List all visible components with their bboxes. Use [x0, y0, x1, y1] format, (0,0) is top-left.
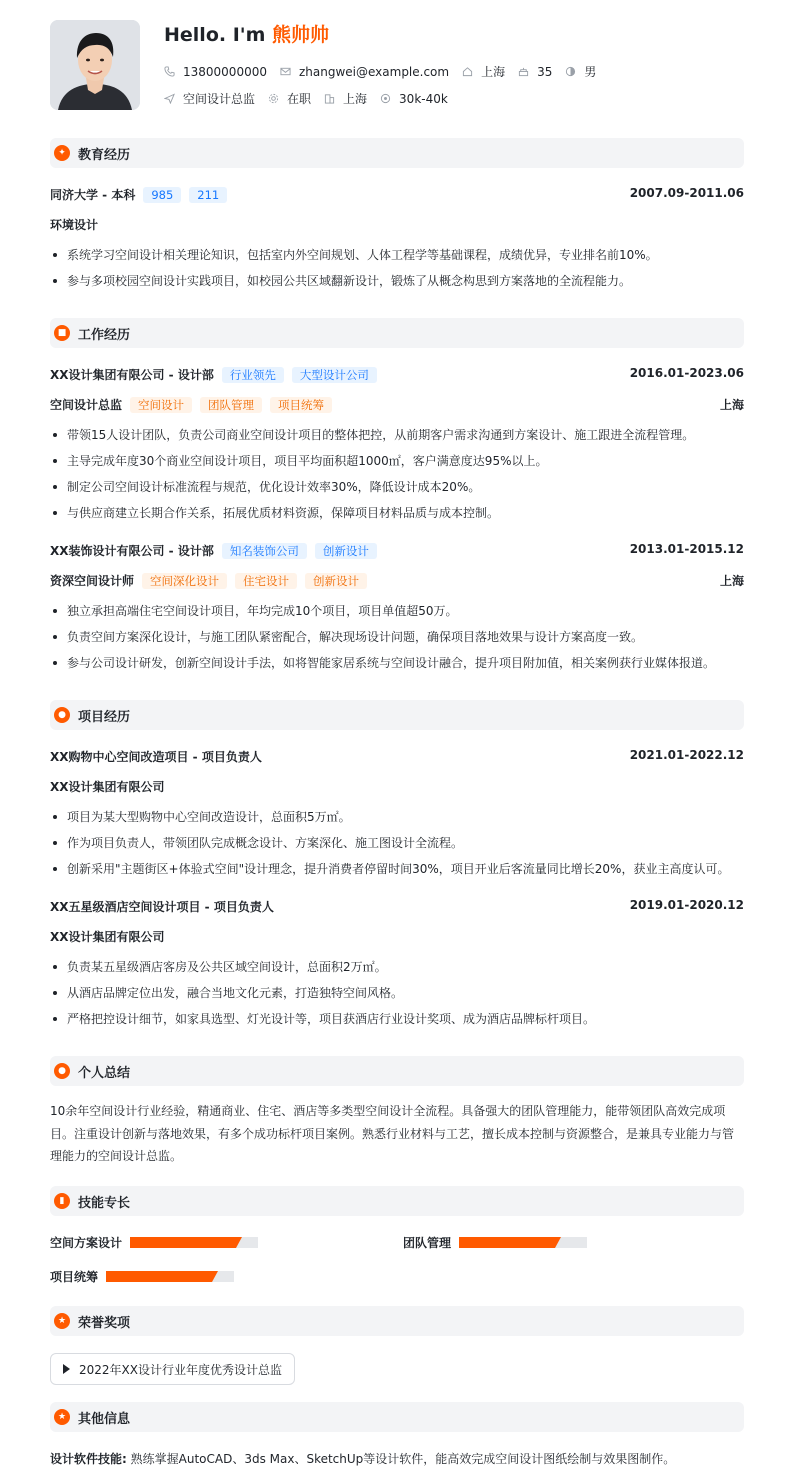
skill-item: [50, 1268, 234, 1285]
list-item: 独立承担高端住宅空间设计项目，年均完成10个项目，项目单值超50万。: [50, 602, 744, 628]
gender-icon: [565, 66, 576, 77]
salary-text: 30k-40k: [399, 91, 448, 106]
project-bullets: [50, 808, 744, 886]
list-item: 严格把控设计细节，如家具选型、灯光设计等，项目获酒店行业设计奖项、成为酒店品牌标杆项目。: [50, 1010, 744, 1036]
list-item: 与供应商建立长期合作关系，拓展优质材料资源，保障项目材料品质与成本控制。: [50, 504, 744, 530]
skill-name: 空间方案设计: [50, 1236, 123, 1250]
location-text: 上海: [481, 65, 506, 79]
project-period: 2019.01-2020.12: [629, 898, 744, 912]
project-period: 2021.01-2022.12: [629, 748, 744, 762]
role-tag: 创新设计: [305, 573, 367, 589]
building-icon: [324, 93, 335, 104]
project-company: XX设计集团有限公司: [50, 930, 165, 944]
list-item: 带领15人设计团队，负责公司商业空间设计项目的整体把控，从前期客户需求沟通到方案设计、施工跟进全流程管理。: [50, 426, 744, 452]
skill-bar: [459, 1237, 587, 1248]
award-icon: ★: [54, 1313, 70, 1329]
gear-icon: [268, 93, 279, 104]
project-title-row: [50, 748, 744, 766]
company-tag: 行业领先: [222, 367, 284, 383]
project-icon: ●: [54, 707, 70, 723]
home-icon: [462, 66, 473, 77]
city-text: 上海: [343, 92, 368, 106]
company-name: XX装饰设计有限公司 - 设计部: [50, 544, 214, 558]
section-title: 技能专长: [78, 1196, 131, 1211]
school-tag: 985: [143, 187, 181, 203]
greeting-text: Hello. I'm: [164, 24, 266, 46]
list-item: 制定公司空间设计标准流程与规范，优化设计效率30%，降低设计成本20%。: [50, 478, 744, 504]
skill-name: 团队管理: [403, 1236, 452, 1250]
section-work: [50, 318, 744, 348]
salary-info: [380, 92, 448, 106]
list-item: 主导完成年度30个商业空间设计项目，项目平均面积超1000㎡，客户满意度达95%以上。: [50, 452, 744, 478]
work-city: 上海: [719, 574, 744, 588]
role-tag: 团队管理: [200, 397, 262, 413]
send-icon: [164, 93, 175, 104]
work-role-row: [50, 572, 744, 590]
skill-bar: [106, 1271, 234, 1282]
company-tag: 创新设计: [315, 543, 377, 559]
section-other: [50, 1402, 744, 1432]
mail-icon: [280, 66, 291, 77]
section-skills: [50, 1186, 744, 1216]
company-tag: 知名装饰公司: [222, 543, 307, 559]
job-intent-row: [164, 90, 461, 107]
skill-item: [403, 1234, 587, 1251]
other-value: 熟练掌握AutoCAD、3ds Max、SketchUp等设计软件，能高效完成空间设计图纸绘制与效果图制作。: [130, 1452, 676, 1466]
contact-row: [164, 63, 609, 80]
profile-header: [50, 20, 744, 120]
email-info: [280, 65, 449, 79]
section-summary: [50, 1056, 744, 1086]
chart-icon: ▮: [54, 1193, 70, 1209]
coin-icon: [380, 93, 391, 104]
status-info: [268, 90, 311, 107]
resume-page: [50, 20, 744, 1466]
phone-info: [164, 65, 267, 79]
project-company: XX设计集团有限公司: [50, 780, 165, 794]
age-text: 35: [537, 64, 553, 79]
list-item: 项目为某大型购物中心空间改造设计，总面积5万㎡。: [50, 808, 744, 834]
skill-bar-fill: [130, 1237, 236, 1248]
role-tag: 空间设计: [130, 397, 192, 413]
project-title: XX五星级酒店空间设计项目 - 项目负责人: [50, 900, 274, 914]
info-icon: ★: [54, 1409, 70, 1425]
greeting-title: [164, 20, 329, 47]
work-company-row: [50, 366, 744, 384]
section-title: 工作经历: [78, 328, 131, 343]
project-title: XX购物中心空间改造项目 - 项目负责人: [50, 750, 262, 764]
education-row: [50, 186, 744, 204]
role-tag: 空间深化设计: [142, 573, 227, 589]
work-bullets: [50, 602, 744, 680]
school-name: 同济大学 - 本科: [50, 188, 136, 202]
section-title: 个人总结: [78, 1066, 131, 1081]
section-projects: [50, 700, 744, 730]
briefcase-icon: ■: [54, 325, 70, 341]
education-major: 环境设计: [50, 218, 99, 232]
skill-bar-fill: [459, 1237, 555, 1248]
project-title-row: [50, 898, 744, 916]
status-text: 在职: [287, 92, 312, 106]
list-item: 创新采用"主题街区+体验式空间"设计理念，提升消费者停留时间30%，项目开业后客流量同比增长20%，获业主高度认可。: [50, 860, 744, 886]
summary-text: 10余年空间设计行业经验，精通商业、住宅、酒店等多类型空间设计全流程。具备强大的团队管理能力，能带领团队高效完成项目。注重设计创新与落地效果，有多个成功标杆项目案例。熟悉行业材料与工艺，擅长成本控制与资源整合，是兼具专业能力与管理能力的空间设计总监。: [50, 1104, 735, 1163]
city-info: [324, 90, 367, 107]
gender-text: 男: [584, 65, 597, 79]
section-title: 其他信息: [78, 1412, 131, 1427]
list-item: 参与公司设计研发，创新空间设计手法，如将智能家居系统与空间设计融合，提升项目附加值，相关案例获行业媒体报道。: [50, 654, 744, 680]
work-company-row: [50, 542, 744, 560]
play-triangle-icon: [63, 1364, 70, 1374]
phone-icon: [164, 66, 175, 77]
education-period: 2007.09-2011.06: [629, 186, 744, 200]
age-info: [518, 65, 552, 79]
list-item: 负责空间方案深化设计，与施工团队紧密配合，解决现场设计问题，确保项目落地效果与设计方案高度一致。: [50, 628, 744, 654]
list-item: 负责某五星级酒店客房及公共区域空间设计，总面积2万㎡。: [50, 958, 744, 984]
other-info: [50, 1450, 675, 1467]
work-bullets: [50, 426, 744, 530]
skill-name: 项目统筹: [50, 1270, 99, 1284]
position-text: 空间设计总监: [183, 92, 256, 106]
position-info: [164, 90, 255, 107]
list-item: 从酒店品牌定位出发，融合当地文化元素，打造独特空间风格。: [50, 984, 744, 1010]
list-item: 参与多项校园空间设计实践项目，如校园公共区域翻新设计，锻炼了从概念构思到方案落地的全流程能力。: [50, 272, 744, 298]
skill-bar: [130, 1237, 258, 1248]
phone-number: 13800000000: [183, 64, 267, 79]
other-label: 设计软件技能:: [50, 1452, 127, 1466]
role-title: 空间设计总监: [50, 398, 123, 412]
role-tag: 住宅设计: [235, 573, 297, 589]
role-tag: 项目统筹: [270, 397, 332, 413]
work-period: 2013.01-2015.12: [629, 542, 744, 556]
candidate-name: 熊帅帅: [272, 24, 330, 46]
section-title: 荣誉奖项: [78, 1316, 131, 1331]
email-address: zhangwei@example.com: [298, 64, 450, 79]
work-period: 2016.01-2023.06: [629, 366, 744, 380]
skill-item: [50, 1234, 258, 1251]
list-item: 系统学习空间设计相关理论知识，包括室内外空间规划、人体工程学等基础课程，成绩优异，专业排名前10%。: [50, 246, 744, 272]
section-honors: [50, 1306, 744, 1336]
location-info: [462, 63, 505, 80]
graduation-cap-icon: ✦: [54, 145, 70, 161]
gender-info: [565, 63, 596, 80]
work-city: 上海: [719, 398, 744, 412]
school-tag: 211: [189, 187, 227, 203]
skill-bar-fill: [106, 1271, 212, 1282]
company-name: XX设计集团有限公司 - 设计部: [50, 368, 214, 382]
project-bullets: [50, 958, 744, 1036]
list-item: 作为项目负责人，带领团队完成概念设计、方案深化、施工图设计全流程。: [50, 834, 744, 860]
section-education: [50, 138, 744, 168]
company-tag: 大型设计公司: [292, 367, 377, 383]
role-title: 资深空间设计师: [50, 574, 135, 588]
avatar: [50, 20, 140, 110]
award-item[interactable]: [50, 1353, 295, 1385]
cake-icon: [518, 66, 529, 77]
education-bullets: [50, 246, 744, 298]
person-icon: ●: [54, 1063, 70, 1079]
section-title: 教育经历: [78, 148, 131, 163]
section-title: 项目经历: [78, 710, 131, 725]
work-role-row: [50, 396, 744, 414]
award-text: 2022年XX设计行业年度优秀设计总监: [79, 1362, 282, 1377]
